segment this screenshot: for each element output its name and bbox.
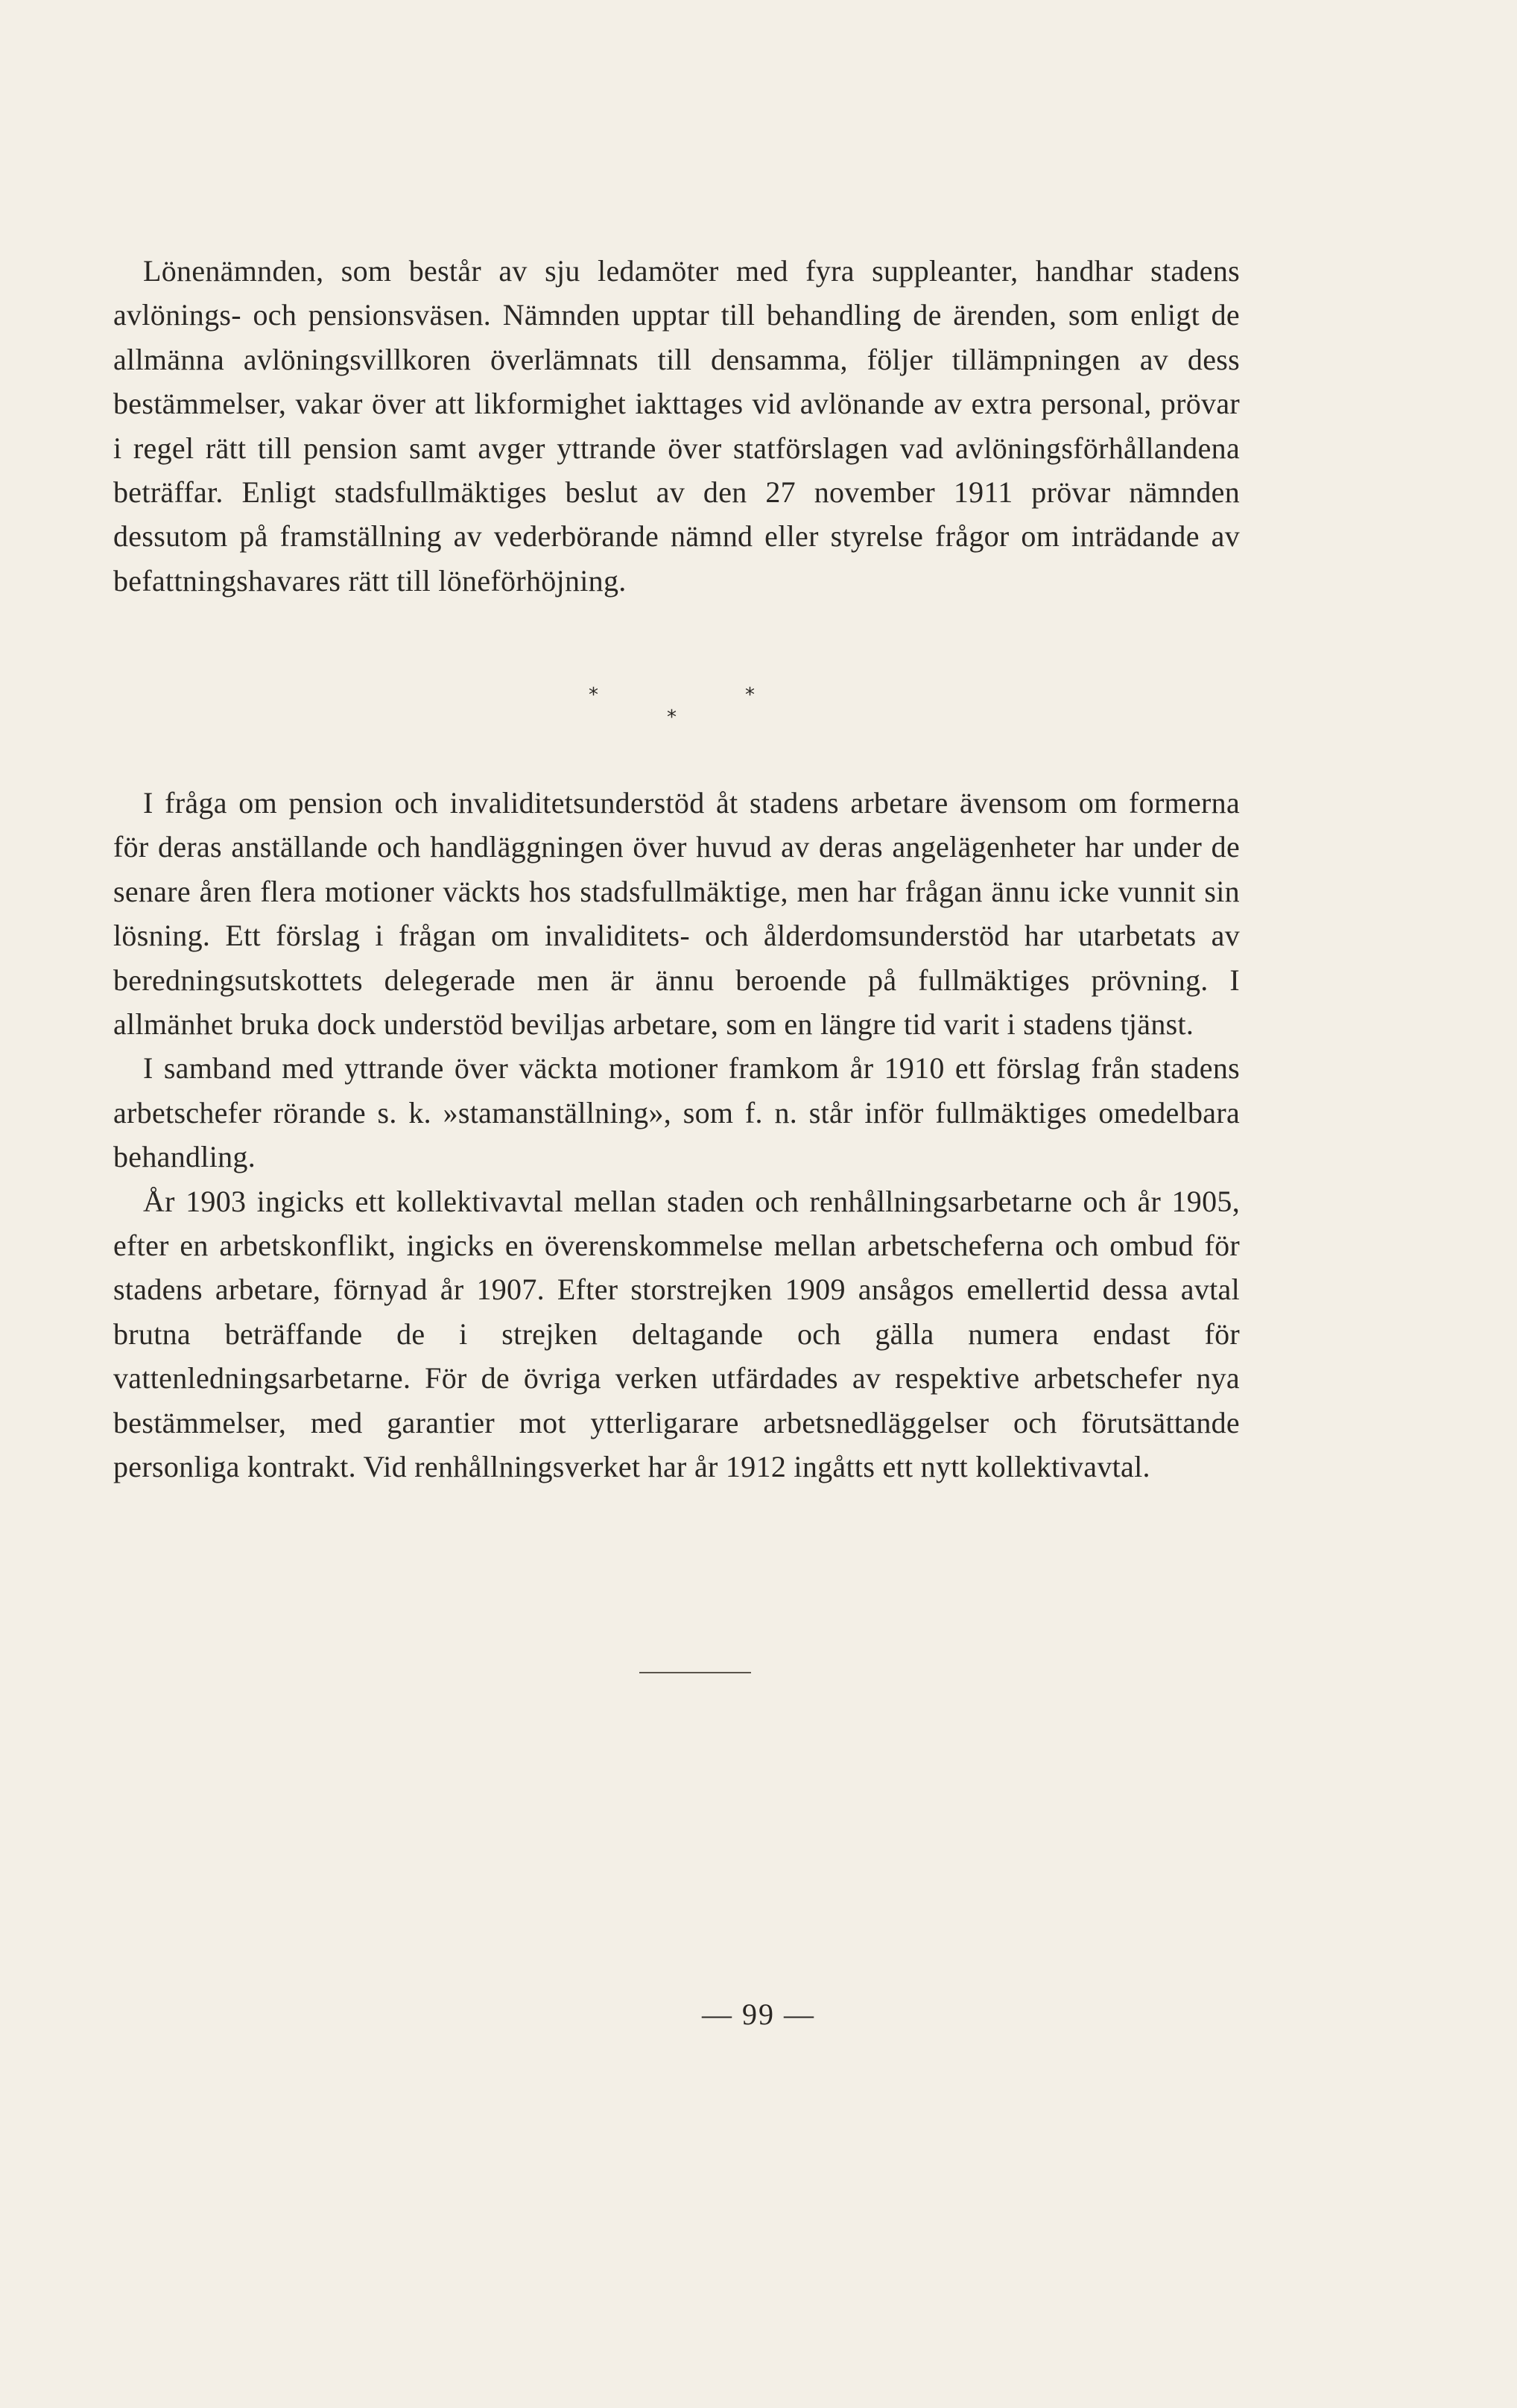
section-lonenamnden xyxy=(113,249,1240,603)
asterisk-left: * xyxy=(589,684,598,706)
paragraph: I samband med yttrande över väckta motioner framkom år 1910 ett förslag från stadens arbetschefer rörande s. k. »stamanställning», som f. n. står inför fullmäktiges omedelbara behandling. xyxy=(113,1051,1240,1174)
asterism-divider xyxy=(0,684,1517,744)
asterisk-middle: * xyxy=(667,706,677,729)
section-arbetare xyxy=(113,781,1240,1489)
section-end-rule xyxy=(639,1672,751,1673)
asterisk-right: * xyxy=(745,684,755,706)
paragraph: Lönenämnden, som består av sju ledamöter med fyra suppleanter, handhar stadens avlönings- och pensionsväsen. Nämnden upptar till behandling de ärenden, som enligt de allmänna avlöningsvillkoren överlämnats till densamma, följer tillämpningen av dess bestämmelser, vakar över att likformighet iakttages vid avlönande av extra personal, prövar i regel rätt till pension samt avger yttrande över statförslagen vad avlöningsförhållandena beträffar. Enligt stadsfullmäktiges beslut av den 27 november 1911 prövar nämnden dessutom på framställning av vederbörande nämnd eller styrelse frågor om inträdande av befattningshavares rätt till löneförhöjning. xyxy=(113,254,1240,598)
paragraph: År 1903 ingicks ett kollektivavtal mellan staden och renhållningsarbetarne och år 1905, efter en arbetskonflikt, ingicks en överenskommelse mellan arbetscheferna och ombud för stadens arbetare, förnyad år 1907. Efter storstrejken 1909 ansågos emellertid dessa avtal brutna beträffande de i strejken deltagande och gälla numera endast för vattenledningsarbetarne. För de övriga verken utfärdades av respektive arbetschefer nya bestämmelser, med garantier mot ytterligarare arbetsnedläggelser och förutsättande personliga kontrakt. Vid renhållningsverket har år 1912 ingåtts ett nytt kollektivavtal. xyxy=(113,1184,1240,1484)
page-number: — 99 — xyxy=(702,1997,815,2031)
paragraph: I fråga om pension och invaliditetsunderstöd åt stadens arbetare ävensom om formerna för deras anställande och handläggningen över huvud av deras angelägenheter har under de senare åren flera motioner väckts hos stadsfullmäktige, men har frågan ännu icke vunnit sin lösning. Ett förslag i frågan om invaliditets- och ålderdomsunderstöd har utarbetats av beredningsutskottets delegerade men är ännu beroende på fullmäktiges prövning. I allmänhet bruka dock understöd beviljas arbetare, som en längre tid varit i stadens tjänst. xyxy=(113,786,1240,1042)
